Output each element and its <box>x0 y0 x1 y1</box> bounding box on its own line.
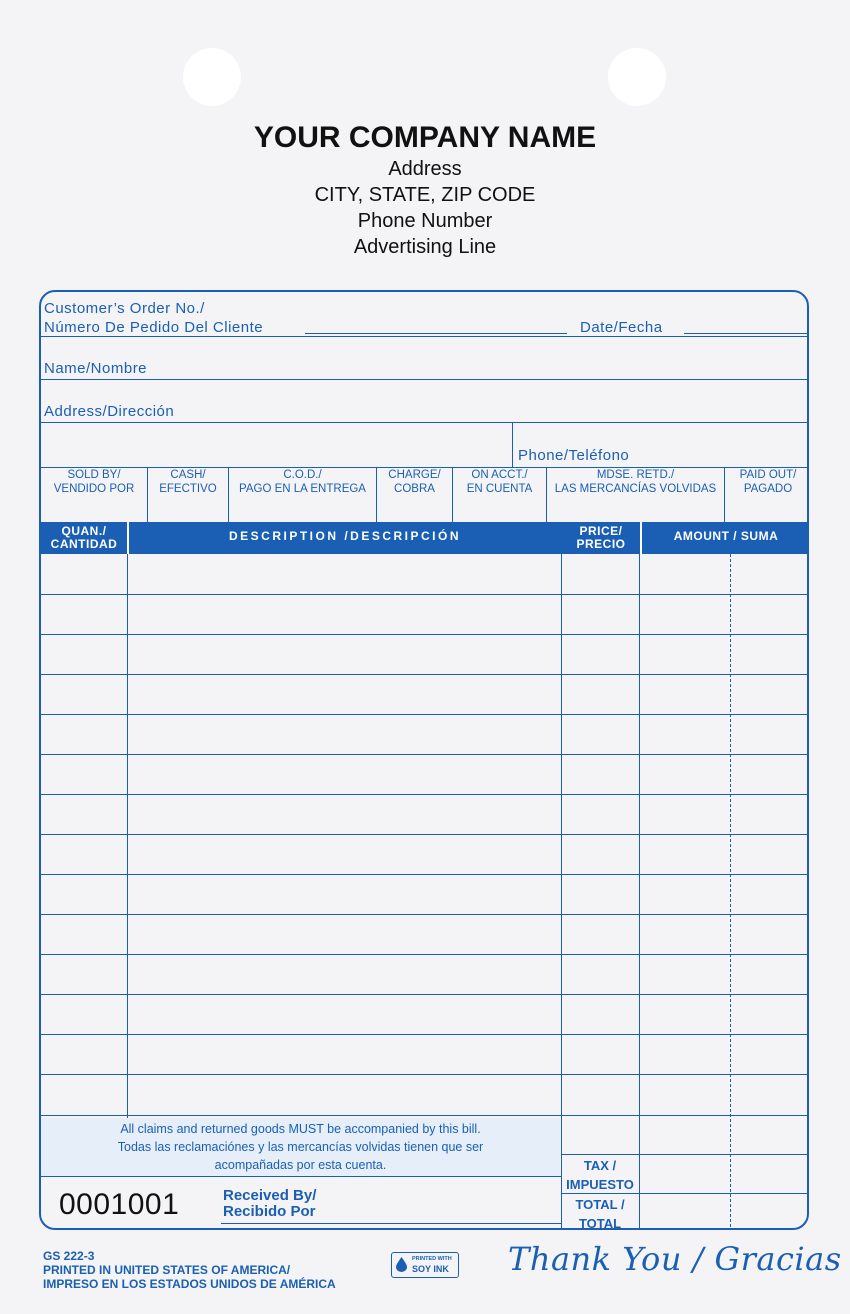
table-row <box>41 594 807 595</box>
rule <box>561 1154 809 1155</box>
table-row <box>41 634 807 635</box>
company-advertising: Advertising Line <box>353 236 497 258</box>
form-code: GS 222-3 <box>43 1249 95 1263</box>
payment-label: VENDIDO POR <box>53 483 135 495</box>
total-amount-field[interactable] <box>641 1195 809 1229</box>
table-row <box>41 914 807 915</box>
payment-paid-out[interactable] <box>725 468 809 520</box>
name-label: Name/Nombre <box>44 360 148 377</box>
company-header <box>0 120 850 260</box>
rule <box>561 1193 809 1194</box>
rule <box>512 422 513 467</box>
payment-label: C.O.D./ <box>283 469 322 481</box>
date-label: Date/Fecha <box>580 319 663 336</box>
tax-label <box>561 1156 639 1194</box>
payment-label: MDSE. RETD./ <box>596 469 675 481</box>
table-row <box>41 794 807 795</box>
payment-cash[interactable] <box>148 468 228 520</box>
column-header-price <box>561 525 641 551</box>
payment-label: PAID OUT/ <box>739 469 797 481</box>
name-field[interactable] <box>181 338 809 378</box>
table-row <box>41 874 807 875</box>
payment-on-account[interactable] <box>453 468 546 520</box>
payment-label: COBRA <box>394 483 435 495</box>
received-text: Recibido Por <box>223 1203 316 1220</box>
payment-mdse-returned[interactable] <box>547 468 724 520</box>
address-label: Address/Dirección <box>44 403 175 420</box>
payment-charge[interactable] <box>377 468 452 520</box>
column-header-text: CANTIDAD <box>50 537 118 551</box>
punch-hole-right <box>608 48 666 106</box>
payment-label: CASH/ <box>170 469 206 481</box>
payment-label: EFECTIVO <box>159 483 217 495</box>
notice-text: Todas las reclamaciónes y las mercancías volvidas tienen que ser <box>117 1140 484 1154</box>
received-by-signature-line[interactable] <box>221 1223 561 1224</box>
received-by-label <box>223 1188 316 1220</box>
payment-label: CHARGE/ <box>388 469 441 481</box>
thank-you-script: Thank You / Gracias <box>508 1240 842 1278</box>
company-phone: Phone Number <box>357 210 493 232</box>
table-row <box>41 1115 807 1116</box>
order-label-en: Customer’s Order No./ <box>44 300 205 317</box>
company-address: Address <box>388 158 462 180</box>
notice-text: All claims and returned goods MUST be accompanied by this bill. <box>120 1122 481 1136</box>
table-row <box>41 754 807 755</box>
soy-logo-text: PRINTED WITH <box>412 1256 452 1262</box>
rule <box>41 1176 561 1177</box>
table-row <box>41 1034 807 1035</box>
payment-label: PAGO EN LA ENTREGA <box>239 483 366 495</box>
total-label-text: TOTAL / <box>575 1197 625 1212</box>
payment-label: EN CUENTA <box>466 483 533 495</box>
rule <box>41 336 807 337</box>
rule <box>561 554 562 1230</box>
punch-hole-left <box>183 48 241 106</box>
payment-label: LAS MERCANCÍAS VOLVIDAS <box>554 483 717 495</box>
table-row <box>41 714 807 715</box>
order-label-es: Número De Pedido Del Cliente <box>44 319 264 336</box>
table-row <box>41 834 807 835</box>
sales-form <box>39 290 809 1230</box>
payment-label: PAGADO <box>743 483 793 495</box>
notice-text: acompañadas por esta cuenta. <box>214 1158 387 1172</box>
table-row <box>41 1074 807 1075</box>
payment-sold-by[interactable] <box>41 468 147 520</box>
rule <box>41 379 807 380</box>
soy-drop-icon <box>396 1257 407 1272</box>
total-label <box>561 1195 639 1230</box>
column-header-amount: AMOUNT / SUMA <box>673 529 779 543</box>
column-header-text: QUAN./ <box>61 524 107 538</box>
phone-label: Phone/Teléfono <box>518 447 630 464</box>
column-header-quantity <box>41 525 127 551</box>
tax-label-text: TAX / <box>583 1158 617 1173</box>
rule <box>639 554 640 1230</box>
print-info <box>43 1249 336 1291</box>
form-number: 0001001 <box>59 1188 180 1221</box>
claims-notice <box>41 1118 560 1176</box>
table-row <box>41 954 807 955</box>
table-row <box>41 994 807 995</box>
rule <box>730 554 731 1230</box>
column-header-bar <box>41 522 807 554</box>
tax-amount-field[interactable] <box>641 1156 809 1192</box>
payment-label: SOLD BY/ <box>67 469 121 481</box>
company-name: YOUR COMPANY NAME <box>253 121 597 154</box>
rule <box>41 422 807 423</box>
tax-label-text: IMPUESTO <box>566 1177 634 1192</box>
address-field-line2[interactable] <box>41 424 510 466</box>
order-number-field[interactable] <box>305 333 567 334</box>
print-info-text: PRINTED IN UNITED STATES OF AMERICA/ <box>43 1263 291 1277</box>
payment-label: ON ACCT./ <box>471 469 528 481</box>
column-header-text: PRICE/ <box>579 524 623 538</box>
received-text: Received By/ <box>223 1187 317 1204</box>
date-field[interactable] <box>684 333 809 334</box>
print-info-text: IMPRESO EN LOS ESTADOS UNIDOS DE AMÉRICA <box>43 1277 336 1291</box>
column-header-description: DESCRIPTION /DESCRIPCIÓN <box>228 529 462 543</box>
payment-cod[interactable] <box>229 468 376 520</box>
address-field[interactable] <box>201 381 809 421</box>
table-row <box>41 674 807 675</box>
soy-logo-text: SOY INK <box>412 1264 449 1274</box>
soy-ink-logo <box>391 1252 459 1278</box>
column-header-text: PRECIO <box>576 537 626 551</box>
company-city: CITY, STATE, ZIP CODE <box>314 184 536 206</box>
total-label-text: TOTAL <box>578 1216 622 1230</box>
